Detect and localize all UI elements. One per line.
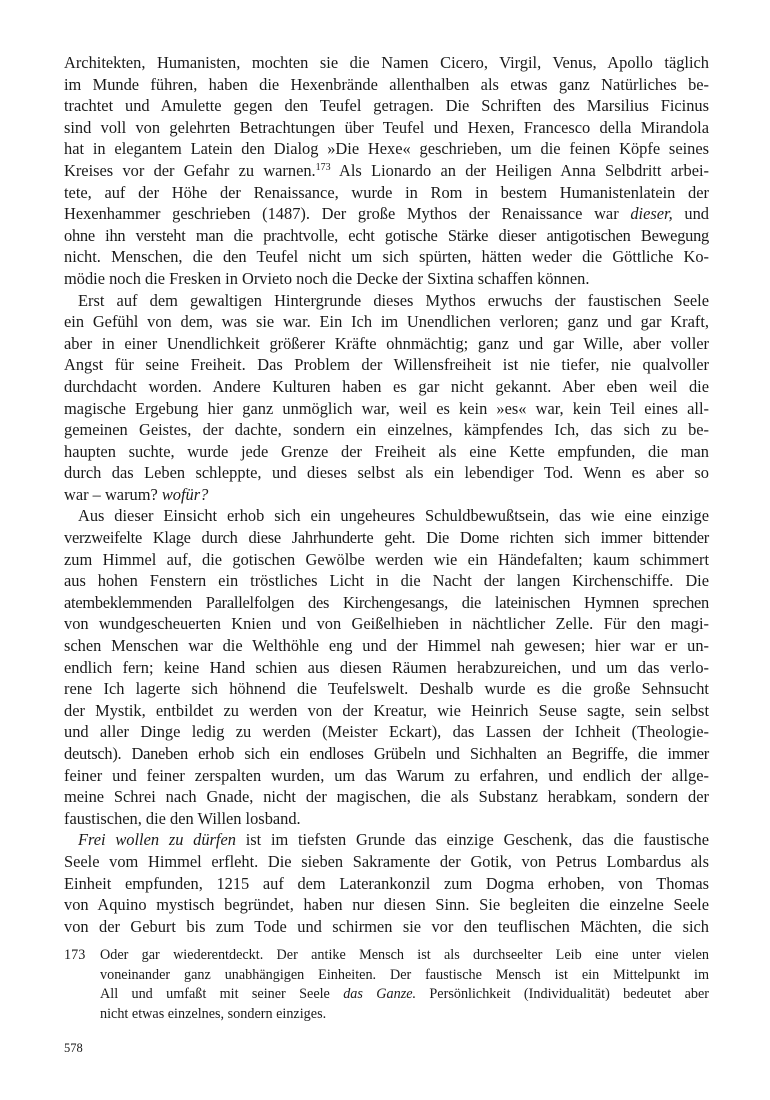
text-line: mödie noch die Fresken in Orvieto noch die Decke der Sixtina schaffen können. xyxy=(64,268,590,288)
footnote-line xyxy=(100,985,709,1005)
text-segment: ist im tiefsten Grunde das einzige Geschenk, das die faustische xyxy=(235,830,709,850)
text-line: rene Ich lagerte sich höhnend die Teufelswelt. Deshalb wurde es die große Sehnsucht xyxy=(64,679,709,699)
italic-text: Frei wollen zu dürfen xyxy=(78,830,236,850)
footnote xyxy=(64,946,709,1024)
text-line xyxy=(64,203,709,225)
text-line xyxy=(64,160,709,182)
text-line: Architekten, Humanisten, mochten sie die Namen Cicero, Virgil, Venus, Apollo täglich xyxy=(64,53,709,72)
text-line: verzweifelte Klage durch diese Jahrhunderte geht. Die Dome richten sich immer bittender xyxy=(64,528,709,548)
text-line: feiner und feiner zerspalten wurden, um das Warum zu erfahren, und endlich der allge- xyxy=(64,765,709,785)
text-line: meine Schrei nach Gnade, nicht der magischen, die als Substanz herabkam, sondern der xyxy=(64,787,709,807)
text-line: atembeklemmenden Parallelfolgen des Kirchengesangs, die lateinischen Hymnen sprechen xyxy=(64,592,709,612)
text-line: trachtet und Amulette gegen den Teufel getragen. Die Schriften des Marsilius Ficinus xyxy=(64,96,709,116)
text-segment: Hexenhammer geschrieben (1487). Der große Mythos der Renaissance war xyxy=(64,204,631,224)
text-line: Seele vom Himmel erfleht. Die sieben Sakramente der Gotik, von Petrus Lombardus als xyxy=(64,851,709,871)
text-segment: und xyxy=(672,204,709,224)
text-line: hat in elegantem Latein den Dialog »Die Hexe« geschrieben, um die feinen Köpfe seines xyxy=(64,139,709,159)
italic-text: das Ganze. xyxy=(343,986,417,1003)
text-line: aus hohen Fenstern ein tröstliches Licht in die Nacht der langen Kirchenschiffe. Die xyxy=(64,571,709,591)
text-line: gemeinen Geistes, der dachte, sondern ein einzelnes, kämpfendes Ich, das sich zu be- xyxy=(64,420,709,440)
text-line: der Mystik, entbildet zu werden von der Kreatur, wie Heinrich Seuse sagte, sein selbst xyxy=(64,700,709,720)
text-line: nicht. Menschen, die den Teufel nicht um sich spürten, hätten weder die Göttliche Ko- xyxy=(64,247,709,267)
footnote-text xyxy=(100,946,709,1024)
footnote-line: Oder gar wiederentdeckt. Der antike Mensch ist als durchseelter Leib eine unter vielen xyxy=(100,947,709,963)
text-segment: Persönlichkeit (Individualität) bedeutet aber xyxy=(416,986,709,1003)
text-line: magische Ergebung hier ganz unmöglich war, weil es kein »es« war, kein Teil eines all- xyxy=(64,398,709,418)
text-line: aber in einer Unendlichkeit größerer Kräfte ohnmächtig; ganz und gar Wille, aber voller xyxy=(64,333,709,353)
text-line: von wundgescheuerten Knien und von Geißelhieben in nächtlicher Zelle. Für den magi- xyxy=(64,614,709,634)
italic-text: wofür? xyxy=(161,484,209,504)
text-line: haupten suchte, wurde jede Grenze der Freiheit als eine Kette empfunden, die man xyxy=(64,441,709,461)
text-line: endlich fern; keine Hand schien aus diesen Räumen herabzureichen, und um das verlo- xyxy=(64,657,709,677)
text-line: durch das Leben schleppte, und dieses selbst als ein lebendiger Tod. Wenn es aber so xyxy=(64,463,709,483)
text-line: und aller Dinge ledig zu werden (Meister Eckart), das Lassen der Ichheit (Theologie- xyxy=(64,722,709,742)
text-line: ein Gefühl von dem, was sie war. Ein Ich im Unendlichen verloren; ganz und gar Kraft, xyxy=(64,312,709,332)
text-line xyxy=(64,484,709,506)
text-line: zum Himmel auf, die gotischen Gewölbe werden wie ein Händefalten; kaum schimmert xyxy=(64,549,709,569)
text-line: Einheit empfunden, 1215 auf dem Laterankonzil zum Dogma erhoben, von Thomas xyxy=(64,873,709,893)
footnote-reference[interactable]: 173 xyxy=(315,161,331,173)
text-line: von Aquino mystisch begründet, haben nur diesen Sinn. Sie begleiten die einzelne Seele xyxy=(64,895,709,915)
text-line: durchdacht worden. Andere Kulturen haben es gar nicht gekannt. Aber eben weil die xyxy=(64,376,709,396)
text-line: von der Geburt bis zum Tode und schirmen sie vor den teuflischen Mächten, die sich xyxy=(64,916,709,936)
text-line: im Munde führen, haben die Hexenbrände allenthalben als etwas ganz Natürliches be- xyxy=(64,74,709,94)
page-number: 578 xyxy=(64,1041,83,1055)
text-line: sind voll von gelehrten Betrachtungen über Teufel und Hexen, Francesco della Mirandola xyxy=(64,117,709,137)
text-line: faustischen, die den Willen losband. xyxy=(64,808,301,828)
paragraph-first-line: Erst auf dem gewaltigen Hintergrunde dieses Mythos erwuchs der faustischen Seele xyxy=(78,290,709,310)
text-line: Angst für seine Freiheit. Das Problem der Willensfreiheit ist nie tiefer, nie qualvoller xyxy=(64,355,709,375)
text-segment: All und umfaßt mit seiner Seele xyxy=(100,986,344,1003)
text-segment: war – warum? xyxy=(64,484,162,504)
text-segment: Kreises vor der Gefahr zu warnen. xyxy=(64,160,316,180)
footnote-line: nicht etwas einzelnes, sondern einziges. xyxy=(100,1005,327,1022)
text-line: schen Menschen war die Welthöhle eng und der Himmel nah gewesen; hier war er un- xyxy=(64,636,709,656)
footnote-line: voneinander ganz unabhängigen Einheiten. Der faustische Mensch ist ein Mittelpunkt im xyxy=(100,966,709,983)
body-text xyxy=(64,52,709,937)
paragraph-first-line xyxy=(64,829,709,851)
text-segment: Als Lionardo an der Heiligen Anna Selbdritt arbei- xyxy=(330,160,709,180)
text-line: ohne ihn versteht man die prachtvolle, echt gotische Stärke dieser antigotischen Bewegung xyxy=(64,225,709,245)
footnote-number: 173 xyxy=(64,947,86,963)
paragraph-first-line: Aus dieser Einsicht erhob sich ein ungeheures Schuldbewußtsein, das wie eine einzige xyxy=(78,506,709,526)
text-line: tete, auf der Höhe der Renaissance, wurde in Rom in bestem Humanistenlatein der xyxy=(64,182,709,202)
italic-text: dieser, xyxy=(630,204,673,224)
text-line: deutsch). Daneben erhob sich ein endloses Grübeln und Sichhalten an Begriffe, die immer xyxy=(64,744,709,763)
